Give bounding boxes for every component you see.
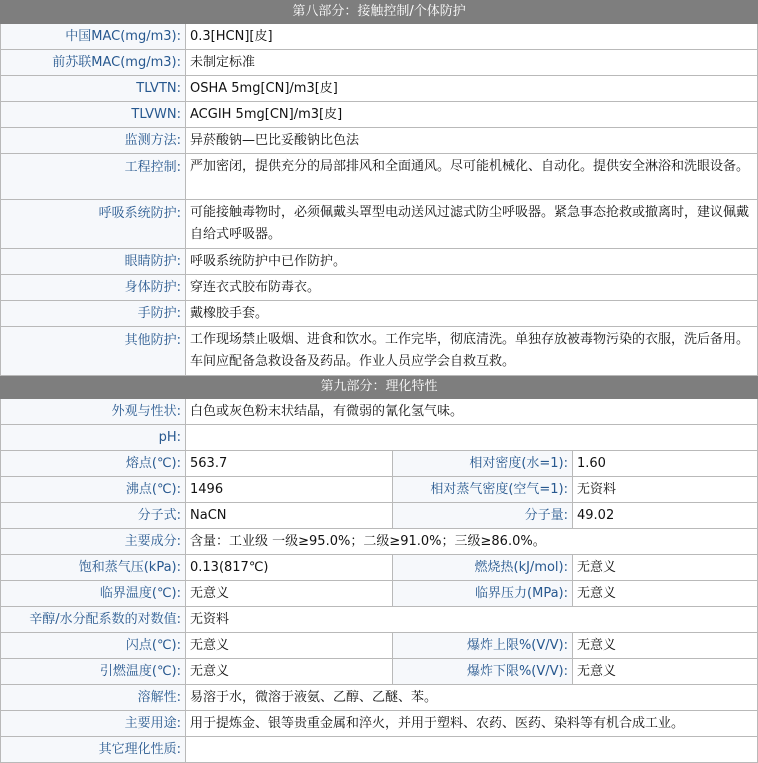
field-label: 中国MAC(mg/m3):: [1, 24, 186, 50]
field-label: 临界压力(MPa):: [393, 581, 573, 607]
field-label: 相对蒸气密度(空气=1):: [393, 477, 573, 503]
table-row: [1, 685, 758, 711]
field-label: TLVWN:: [1, 102, 186, 128]
field-label: 其它理化性质:: [1, 737, 186, 763]
field-value: [186, 425, 758, 451]
field-value: 异菸酸钠—巴比妥酸钠比色法: [186, 128, 758, 154]
field-value: 无意义: [573, 659, 758, 685]
table-row: [1, 425, 758, 451]
field-value: 563.7: [186, 451, 393, 477]
section-title: 第九部分：理化特性: [1, 376, 758, 399]
field-value: 戴橡胶手套。: [186, 301, 758, 327]
field-label: pH:: [1, 425, 186, 451]
field-value: [186, 737, 758, 763]
field-value: 可能接触毒物时，必须佩戴头罩型电动送风过滤式防尘呼吸器。紧急事态抢救或撤离时，建议佩戴自给式呼吸器。: [186, 200, 758, 249]
table-row: [1, 301, 758, 327]
field-value: OSHA 5mg[CN]/m3[皮]: [186, 76, 758, 102]
field-label: 燃烧热(kJ/mol):: [393, 555, 573, 581]
field-label: 监测方法:: [1, 128, 186, 154]
field-value: 0.3[HCN][皮]: [186, 24, 758, 50]
field-label: 工程控制:: [1, 154, 186, 200]
field-label: 相对密度(水=1):: [393, 451, 573, 477]
field-label: 眼睛防护:: [1, 249, 186, 275]
field-label: 临界温度(℃):: [1, 581, 186, 607]
field-value: 无资料: [573, 477, 758, 503]
field-label: 其他防护:: [1, 327, 186, 376]
table-row: [1, 581, 758, 607]
field-label: 闪点(℃):: [1, 633, 186, 659]
field-value: 呼吸系统防护中已作防护。: [186, 249, 758, 275]
table-row: [1, 154, 758, 200]
field-label: 外观与性状:: [1, 399, 186, 425]
field-value: 用于提炼金、银等贵重金属和淬火，并用于塑料、农药、医药、染料等有机合成工业。: [186, 711, 758, 737]
field-value: NaCN: [186, 503, 393, 529]
table-row: [1, 102, 758, 128]
table-row: [1, 24, 758, 50]
field-value: 无资料: [186, 607, 758, 633]
section-title: 第八部分：接触控制/个体防护: [1, 1, 758, 24]
field-value: 1.60: [573, 451, 758, 477]
field-label: 主要用途:: [1, 711, 186, 737]
table-row: [1, 399, 758, 425]
field-label: 爆炸下限%(V/V):: [393, 659, 573, 685]
table-row: [1, 50, 758, 76]
table-row: [1, 503, 758, 529]
field-value: 穿连衣式胶布防毒衣。: [186, 275, 758, 301]
field-label: 身体防护:: [1, 275, 186, 301]
table-row: [1, 659, 758, 685]
field-label: 呼吸系统防护:: [1, 200, 186, 249]
section-9-header: [1, 376, 758, 399]
field-value: 无意义: [186, 659, 393, 685]
field-value: ACGIH 5mg[CN]/m3[皮]: [186, 102, 758, 128]
field-value: 无意义: [573, 581, 758, 607]
field-label: 分子式:: [1, 503, 186, 529]
field-label: 前苏联MAC(mg/m3):: [1, 50, 186, 76]
field-label: 引燃温度(℃):: [1, 659, 186, 685]
table-row: [1, 275, 758, 301]
field-label: 主要成分:: [1, 529, 186, 555]
table-row: [1, 555, 758, 581]
table-row: [1, 607, 758, 633]
table-row: [1, 633, 758, 659]
table-row: [1, 529, 758, 555]
field-value: 无意义: [186, 633, 393, 659]
field-label: 手防护:: [1, 301, 186, 327]
table-row: [1, 737, 758, 763]
table-row: [1, 451, 758, 477]
field-value: 无意义: [573, 633, 758, 659]
table-row: [1, 249, 758, 275]
field-label: 分子量:: [393, 503, 573, 529]
field-value: 1496: [186, 477, 393, 503]
field-value: 未制定标准: [186, 50, 758, 76]
table-row: [1, 200, 758, 249]
field-value: 白色或灰色粉末状结晶，有微弱的氰化氢气味。: [186, 399, 758, 425]
field-value: 严加密闭，提供充分的局部排风和全面通风。尽可能机械化、自动化。提供安全淋浴和洗眼设备。: [186, 154, 758, 200]
table-row: [1, 76, 758, 102]
field-label: 溶解性:: [1, 685, 186, 711]
field-label: 沸点(℃):: [1, 477, 186, 503]
section-8-header: [1, 1, 758, 24]
field-value: 含量：工业级 一级≥95.0%；二级≥91.0%；三级≥86.0%。: [186, 529, 758, 555]
field-value: 无意义: [186, 581, 393, 607]
field-value: 49.02: [573, 503, 758, 529]
field-label: 熔点(℃):: [1, 451, 186, 477]
field-value: 0.13(817℃): [186, 555, 393, 581]
table-row: [1, 327, 758, 376]
field-label: 辛醇/水分配系数的对数值:: [1, 607, 186, 633]
table-row: [1, 711, 758, 737]
field-value: 易溶于水，微溶于液氨、乙醇、乙醚、苯。: [186, 685, 758, 711]
field-label: TLVTN:: [1, 76, 186, 102]
field-label: 爆炸上限%(V/V):: [393, 633, 573, 659]
field-value: 工作现场禁止吸烟、进食和饮水。工作完毕，彻底清洗。单独存放被毒物污染的衣服，洗后备用。车间应配备急救设备及药品。作业人员应学会自救互救。: [186, 327, 758, 376]
field-value: 无意义: [573, 555, 758, 581]
field-label: 饱和蒸气压(kPa):: [1, 555, 186, 581]
table-row: [1, 128, 758, 154]
table-row: [1, 477, 758, 503]
